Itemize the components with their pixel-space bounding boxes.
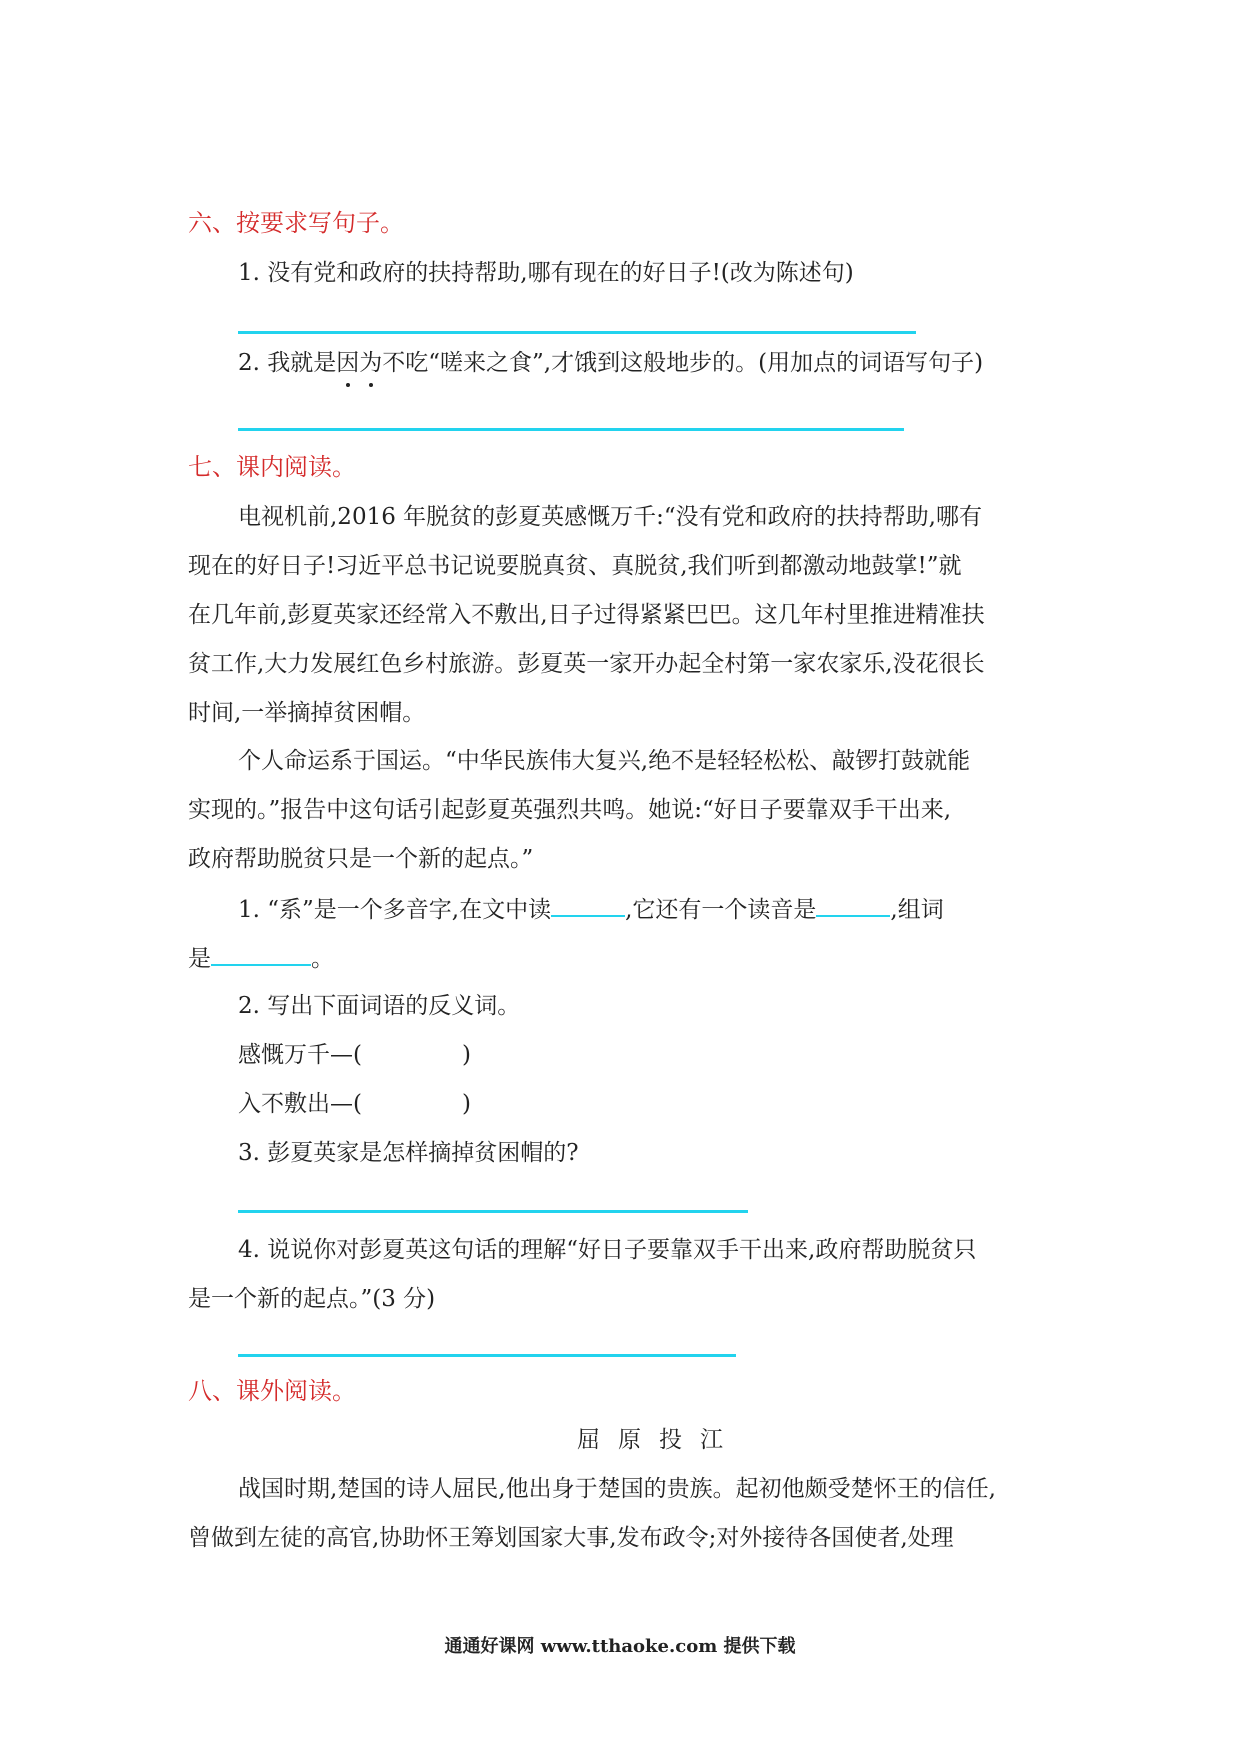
antonym-item-1 — [238, 1040, 471, 1070]
q2-text-post: 不吃“嗟来之食”,才饿到这般地步的。(用加点的词语写句子) — [382, 350, 984, 376]
dotted-char-2: 为 — [359, 350, 383, 376]
footer-credit: 通通好课网 www.tthaoke.com 提供下载 — [444, 1636, 796, 1657]
q1-text-d: 是 — [188, 946, 211, 972]
sec7-p2-line-1: 个人命运系于国运。“中华民族伟大复兴,绝不是轻轻松松、敲锣打鼓就能 — [238, 748, 971, 774]
q2-text-pre: 2. 我就是 — [238, 350, 337, 376]
sec7-answer-line-3[interactable] — [238, 1210, 748, 1213]
sec7-question-4-line-1: 4. 说说你对彭夏英这句话的理解“好日子要靠双手干出来,政府帮助脱贫只 — [238, 1237, 977, 1263]
sec7-p1-line-5: 时间,一举摘掉贫困帽。 — [188, 700, 426, 726]
blank-word[interactable] — [211, 942, 311, 966]
sec7-question-3: 3. 彭夏英家是怎样摘掉贫困帽的? — [238, 1140, 579, 1166]
q1-text-c: ,组词 — [890, 897, 944, 923]
q1-text-b: ,它还有一个读音是 — [625, 897, 817, 923]
article-title: 屈原投江 — [577, 1427, 741, 1453]
sec8-p1-line-2: 曾做到左徒的高官,协助怀王筹划国家大事,发布政令;对外接待各国使者,处理 — [188, 1525, 954, 1551]
section-7-title: 七、课内阅读。 — [188, 453, 356, 481]
q1-text-e: 。 — [311, 946, 334, 972]
sec8-p1-line-1: 战国时期,楚国的诗人屈民,他出身于楚国的贵族。起初他颇受楚怀王的信任, — [238, 1476, 996, 1502]
sec7-p1-line-1: 电视机前,2016 年脱贫的彭夏英感慨万千:“没有党和政府的扶持帮助,哪有 — [238, 504, 982, 530]
sec7-p1-line-4: 贫工作,大力发展红色乡村旅游。彭夏英一家开办起全村第一家农家乐,没花很长 — [188, 651, 985, 677]
sec6-answer-line-2[interactable] — [238, 428, 904, 431]
sec7-question-4-line-2: 是一个新的起点。”(3 分) — [188, 1286, 436, 1312]
sec7-p1-line-2: 现在的好日子!习近平总书记说要脱真贫、真脱贫,我们听到都激动地鼓掌!”就 — [188, 553, 962, 579]
q1-text-a: 1. “系”是一个多音字,在文中读 — [238, 897, 552, 923]
sec7-p2-line-2: 实现的。”报告中这句话引起彭夏英强烈共鸣。她说:“好日子要靠双手干出来, — [188, 797, 952, 823]
antonym-item-2 — [238, 1089, 471, 1119]
sec7-question-1 — [238, 893, 944, 925]
sec7-p1-line-3: 在几年前,彭夏英家还经常入不敷出,日子过得紧紧巴巴。这几年村里推进精准扶 — [188, 602, 985, 628]
antonym-close-1: ) — [461, 1042, 471, 1068]
antonym-word-1: 感慨万千—( — [238, 1042, 362, 1068]
antonym-close-2: ) — [461, 1091, 471, 1117]
section-6-title: 六、按要求写句子。 — [188, 209, 404, 237]
sec6-question-2 — [238, 348, 983, 378]
sec7-question-2: 2. 写出下面词语的反义词。 — [238, 993, 521, 1019]
sec6-question-1: 1. 没有党和政府的扶持帮助,哪有现在的好日子!(改为陈述句) — [238, 260, 854, 286]
dotted-char-1: 因 — [336, 350, 360, 376]
sec6-answer-line-1[interactable] — [238, 331, 916, 334]
section-8-title: 八、课外阅读。 — [188, 1377, 356, 1405]
blank-other-reading[interactable] — [816, 893, 890, 917]
antonym-word-2: 入不敷出—( — [238, 1091, 362, 1117]
sec7-question-1-cont — [188, 942, 334, 974]
sec7-answer-line-4[interactable] — [238, 1354, 736, 1357]
sec7-p2-line-3: 政府帮助脱贫只是一个新的起点。” — [188, 846, 534, 872]
blank-reading[interactable] — [551, 893, 625, 917]
